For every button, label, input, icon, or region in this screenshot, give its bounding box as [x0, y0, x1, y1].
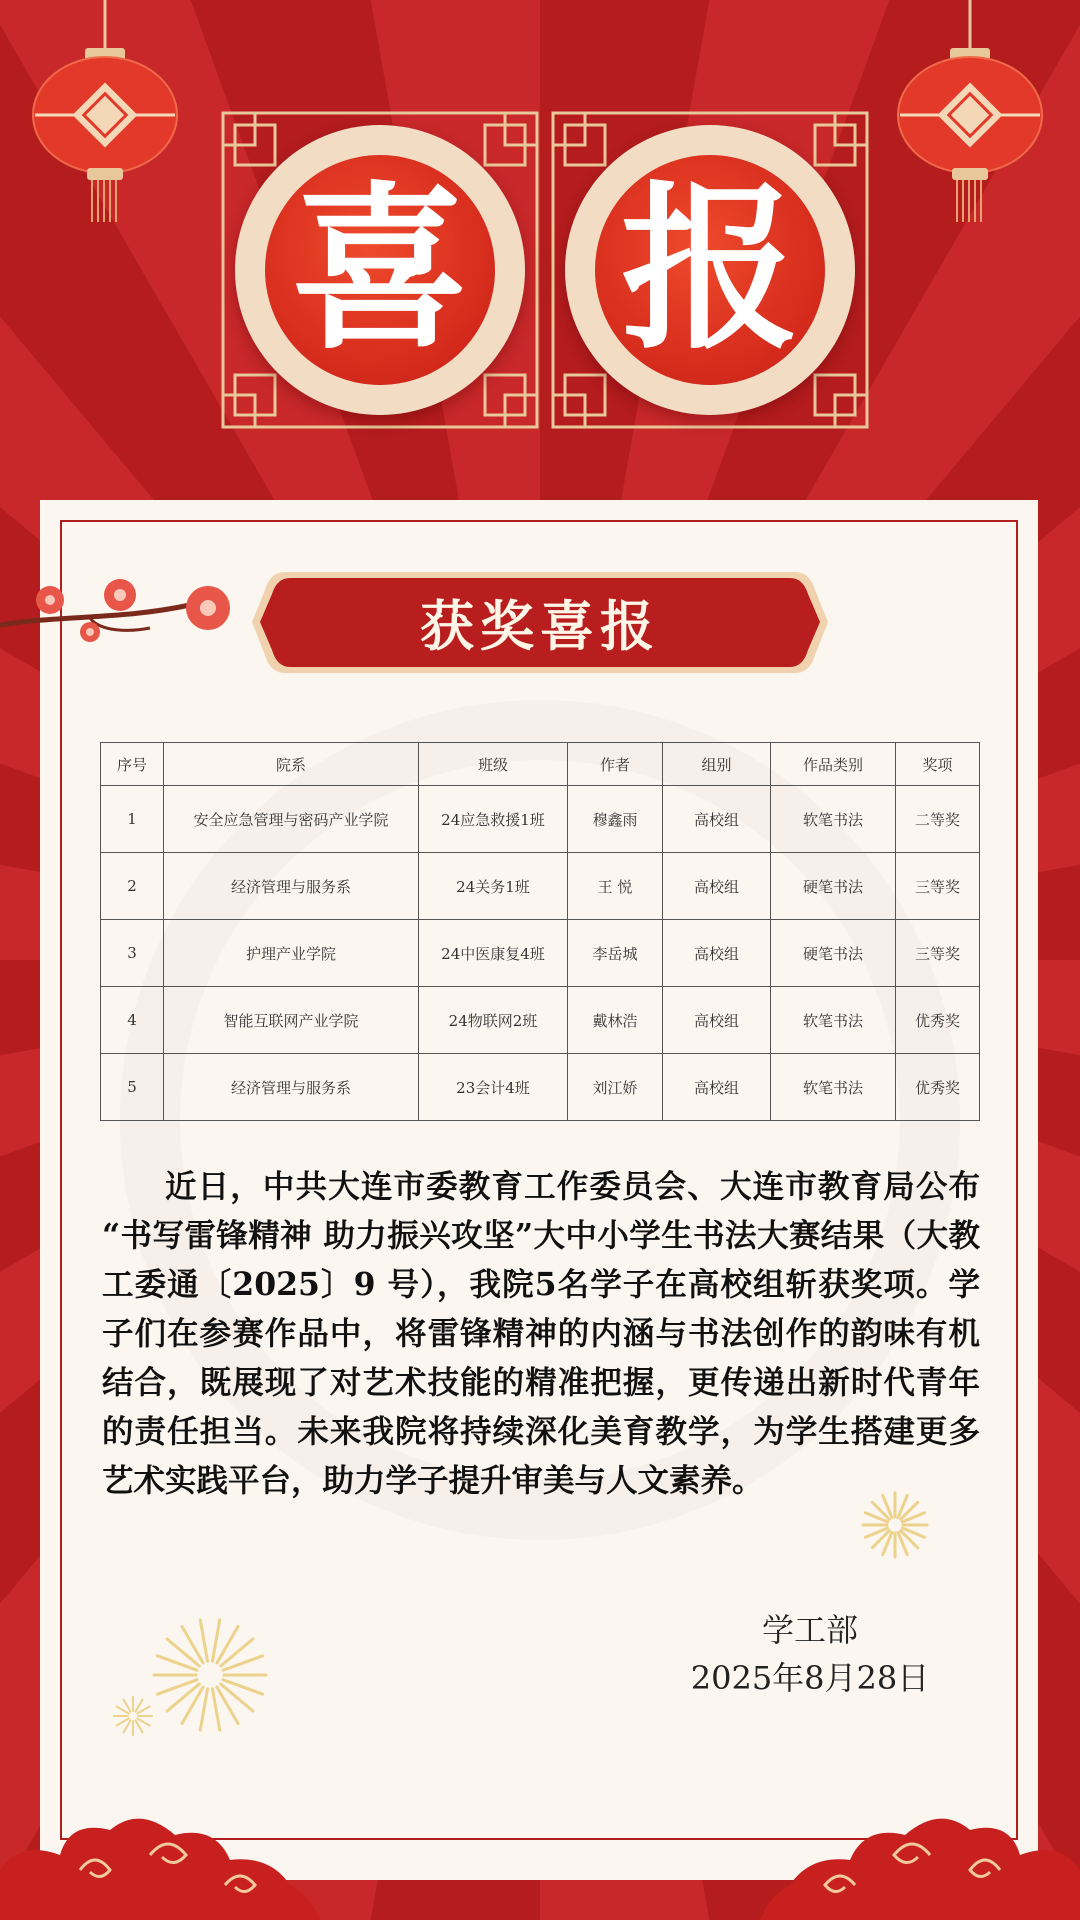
- table-cell: 24物联网2班: [419, 987, 568, 1054]
- table-cell: 高校组: [663, 920, 771, 987]
- table-cell: 高校组: [663, 1054, 771, 1121]
- column-header: 奖项: [896, 743, 980, 786]
- table-cell: 王 悦: [568, 853, 663, 920]
- lantern-icon: [895, 0, 1045, 230]
- table-cell: 二等奖: [896, 786, 980, 853]
- firework-spark: [212, 1689, 219, 1730]
- table-cell: 经济管理与服务系: [164, 853, 419, 920]
- table-cell: 5: [101, 1054, 164, 1121]
- table-cell: 高校组: [663, 853, 771, 920]
- table-cell: 软笔书法: [771, 786, 896, 853]
- announcement-paragraph: 近日，中共大连市委教育工作委员会、大连市教育局公布 “书写雷锋精神 助力振兴攻坚”大中小学生书法大赛结果（大教工委通〔2025〕9 号），我院5名学子在高校组斩获奖项。学子们在参赛作品中，将雷锋精神的内涵与书法创作的韵味有机结合，既展现了对艺术技能的精准把握，更传递出新时代青年的责任担当。未来我院将持续深化美育教学，为学生搭建更多艺术实践平台，助力学子提升审美与人文素养。: [102, 1168, 980, 1499]
- auspicious-cloud-icon: [0, 1800, 320, 1920]
- table-cell: 24应急救援1班: [419, 786, 568, 853]
- table-cell: 高校组: [663, 987, 771, 1054]
- table-cell: 24中医康复4班: [419, 920, 568, 987]
- table-cell: 优秀奖: [896, 987, 980, 1054]
- firework-spark: [200, 1620, 207, 1661]
- table-cell: 安全应急管理与密码产业学院: [164, 786, 419, 853]
- badge-character-bao: 报: [621, 166, 799, 373]
- table-cell: 戴林浩: [568, 987, 663, 1054]
- table-row: [101, 786, 980, 853]
- awards-table: [100, 742, 980, 1121]
- firework-spark: [124, 1720, 131, 1732]
- table-cell: 24关务1班: [419, 853, 568, 920]
- lantern-icon: [30, 0, 180, 230]
- badge-bao: [545, 105, 875, 435]
- table-cell: 穆鑫雨: [568, 786, 663, 853]
- table-row: [101, 1054, 980, 1121]
- table-cell: 1: [101, 786, 164, 853]
- plum-blossom-branch-icon: [0, 570, 240, 645]
- table-row: [101, 920, 980, 987]
- table-row: [101, 987, 980, 1054]
- banner-title: 获奖喜报: [420, 594, 660, 658]
- badge-character-xi: 喜: [291, 166, 469, 373]
- table-cell: 硬笔书法: [771, 853, 896, 920]
- firework-icon: [112, 1695, 154, 1737]
- firework-spark: [136, 1720, 143, 1732]
- column-header: 组别: [663, 743, 771, 786]
- table-cell: 软笔书法: [771, 1054, 896, 1121]
- table-cell: 硬笔书法: [771, 920, 896, 987]
- table-cell: 23会计4班: [419, 1054, 568, 1121]
- table-cell: 三等奖: [896, 920, 980, 987]
- column-header: 作品类别: [771, 743, 896, 786]
- column-header: 班级: [419, 743, 568, 786]
- table-cell: 经济管理与服务系: [164, 1054, 419, 1121]
- table-header-row: [101, 743, 980, 786]
- table-cell: 高校组: [663, 786, 771, 853]
- firework-icon: [150, 1615, 270, 1735]
- auspicious-cloud-icon: [760, 1800, 1080, 1920]
- table-cell: 智能互联网产业学院: [164, 987, 419, 1054]
- firework-spark: [217, 1627, 238, 1663]
- firework-spark: [137, 1719, 149, 1726]
- signature-department: 学工部: [761, 1611, 858, 1649]
- firework-spark: [182, 1627, 203, 1663]
- firework-spark: [136, 1700, 143, 1712]
- firework-icon: [860, 1490, 930, 1560]
- table-cell: 3: [101, 920, 164, 987]
- signature-date: 2025年8月28日: [690, 1659, 930, 1697]
- table-cell: 刘江娇: [568, 1054, 663, 1121]
- column-header: 院系: [164, 743, 419, 786]
- table-cell: 李岳城: [568, 920, 663, 987]
- badge-xi: [215, 105, 545, 435]
- table-row: [101, 853, 980, 920]
- table-cell: 2: [101, 853, 164, 920]
- table-cell: 护理产业学院: [164, 920, 419, 987]
- firework-spark: [200, 1689, 207, 1730]
- firework-spark: [137, 1707, 149, 1714]
- table-cell: 软笔书法: [771, 987, 896, 1054]
- table-cell: 三等奖: [896, 853, 980, 920]
- firework-spark: [124, 1700, 131, 1712]
- firework-spark: [117, 1719, 129, 1726]
- firework-spark: [212, 1620, 219, 1661]
- table-cell: 优秀奖: [896, 1054, 980, 1121]
- firework-spark: [182, 1687, 203, 1723]
- table-cell: 4: [101, 987, 164, 1054]
- firework-spark: [217, 1687, 238, 1723]
- column-header: 作者: [568, 743, 663, 786]
- column-header: 序号: [101, 743, 164, 786]
- firework-spark: [117, 1707, 129, 1714]
